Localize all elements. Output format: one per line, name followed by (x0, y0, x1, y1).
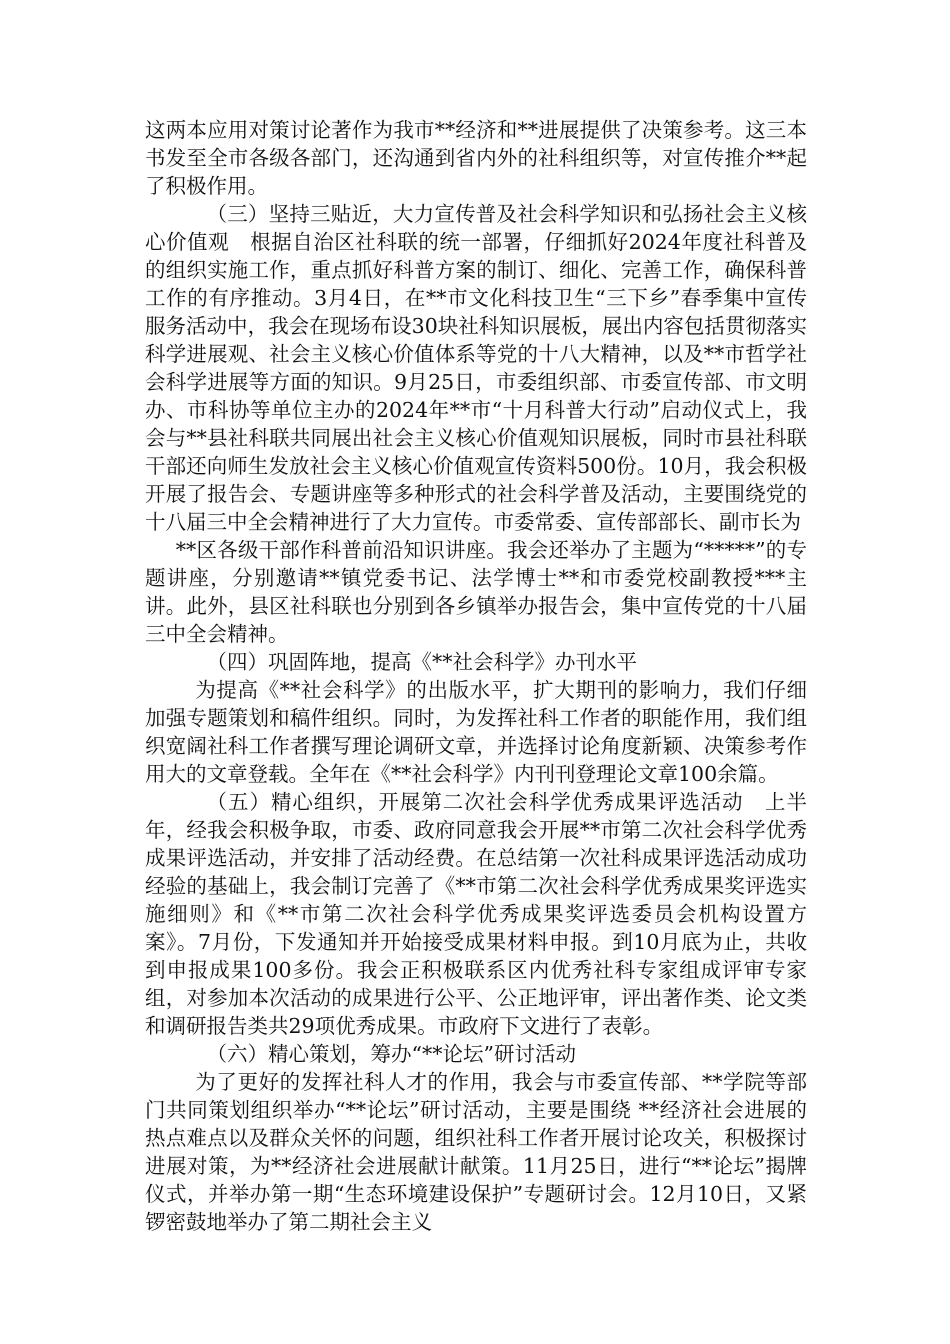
section-heading-6: （六）精心策划，筹办“**论坛”研讨活动 (206, 1042, 576, 1066)
paragraph-forum: 为了更好的发挥社科人才的作用，我会与市委宣传部、**学院等部门共同策划组织举办“**论坛”研讨活动，主要是围绕 **经济社会进展的热点难点以及群众关怀的问题，组织社科工作者开展讨论攻关，积极探讨进展对策，为**经济社会进展献计献策。11月25日，进行“**论坛”揭牌仪式，并举办第一期“生态环境建设保护”专题研讨会。12月10日，又紧锣密鼓地举办了第二期社会主义 (145, 1070, 807, 1234)
paragraph-book-summary: 这两本应用对策讨论著作为我市**经济和**进展提供了决策参考。这三本书发至全市各级各部门，还沟通到省内外的社科组织等，对宣传推介**起了积极作用。 (145, 118, 807, 198)
section-heading-4: （四）巩固阵地，提高《**社会科学》办刊水平 (206, 650, 637, 674)
paragraph-section-3: （三）坚持三贴近，大力宣传普及社会科学知识和弘扬社会主义核心价值观 根据自治区社科联的统一部署，仔细抓好2024年度社科普及的组织实施工作，重点抓好科普方案的制订、细化、完善工作，确保科普工作的有序推动。3月4日，在**市文化科技卫生“三下乡”春季集中宣传服务活动中，我会在现场布设30块社科知识展板，展出内容包括贯彻落实科学进展观、社会主义核心价值体系等党的十八大精神，以及**市哲学社会科学进展等方面的知识。9月25日，市委组织部、市委宣传部、市文明办、市科协等单位主办的2024年**市“十月科普大行动”启动仪式上，我会与**县社科联共同展出社会主义核心价值观知识展板，同时市县社科联干部还向师生发放社会主义核心价值观宣传资料500份。10月，我会积极开展了报告会、专题讲座等多种形式的社会科学普及活动，主要围绕党的十八届三中全会精神进行了大力宣传。市委常委、宣传部部长、副市长为 (145, 202, 807, 534)
document-page (145, 116, 807, 1236)
paragraph-journal: 为提高《**社会科学》的出版水平，扩大期刊的影响力，我们仔细加强专题策划和稿件组织。同时，为发挥社科工作者的职能作用，我们组织宽阔社科工作者撰写理论调研文章，并选择讨论角度新颖、决策参考作用大的文章登载。全年在《**社会科学》内刊刊登理论文章100余篇。 (145, 678, 807, 786)
paragraph-lecture-continuation: **区各级干部作科普前沿知识讲座。我会还举办了主题为“*****”的专题讲座，分别邀请**镇党委书记、法学博士**和市委党校副教授***主讲。此外，县区社科联也分别到各乡镇举办报告会，集中宣传党的十八届三中全会精神。 (145, 538, 807, 646)
paragraph-section-5: （五）精心组织，开展第二次社会科学优秀成果评选活动 上半年，经我会积极争取，市委、政府同意我会开展**市第二次社会科学优秀成果评选活动，并安排了活动经费。在总结第一次社科成果评选活动成功经验的基础上，我会制订完善了《**市第二次社会科学优秀成果奖评选实施细则》和《**市第二次社会科学优秀成果奖评选委员会机构设置方案》。7月份，下发通知并开始接受成果材料申报。到10月底为止，共收到申报成果100多份。我会正积极联系区内优秀社科专家组成评审专家组，对参加本次活动的成果进行公平、公正地评审，评出著作类、论文类和调研报告类共29项优秀成果。市政府下文进行了表彰。 (145, 790, 807, 1038)
